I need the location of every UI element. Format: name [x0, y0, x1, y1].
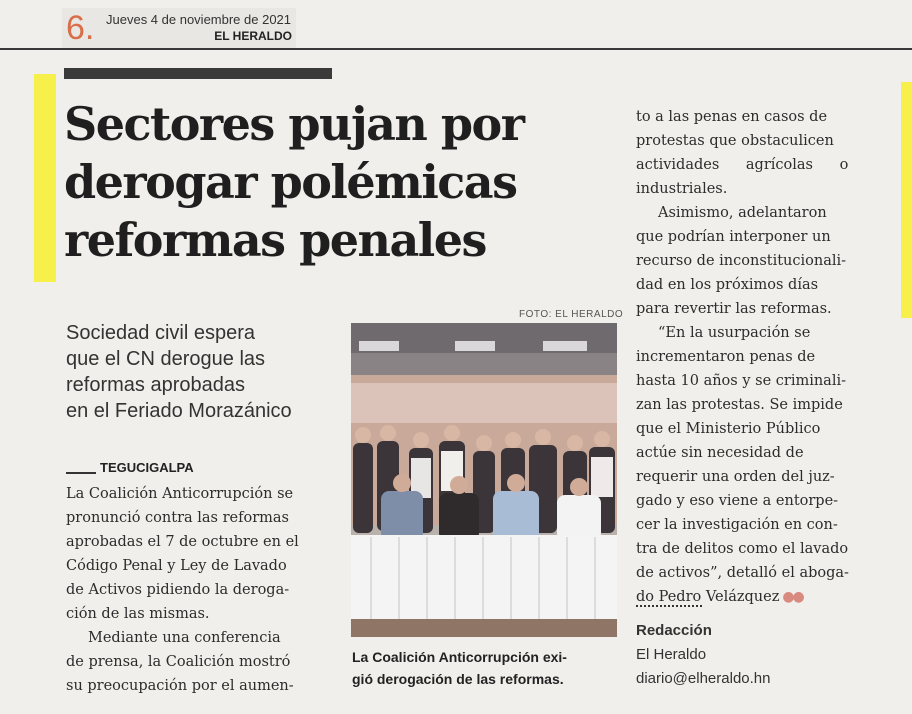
highlighter-mark-left — [34, 74, 56, 282]
byline-name: Redacción — [636, 622, 712, 639]
body-line: dad en los próximos días — [636, 277, 819, 293]
body-line: gado y eso viene a entorpe- — [636, 493, 839, 509]
body-line: tra de delitos como el lavado — [636, 541, 849, 557]
body-line: La Coalición Anticorrupción se — [66, 486, 294, 502]
caption-line: gió derogación de las reformas. — [352, 671, 564, 687]
article-column-2 — [636, 105, 886, 609]
signature-separator — [636, 605, 702, 607]
body-line: su preocupación por el aumen- — [66, 678, 294, 694]
byline-email[interactable]: diario@elheraldo.hn — [636, 670, 771, 687]
body-line: para revertir las reformas. — [636, 301, 832, 317]
body-line: de prensa, la Coalición mostró — [66, 654, 291, 670]
press-conference-photo — [351, 323, 617, 637]
photo-illustration — [351, 323, 617, 637]
body-line: pronunció contra las reformas — [66, 510, 289, 526]
highlighter-mark-right — [901, 82, 912, 318]
body-line: recurso de inconstitucionali- — [636, 253, 847, 269]
byline-paper: El Heraldo — [636, 646, 707, 663]
body-line: Mediante una conferencia — [88, 630, 281, 646]
body-line: hasta 10 años y se criminali- — [636, 373, 846, 389]
dateline-rule — [66, 472, 96, 474]
body-line: Código Penal y Ley de Lavado — [66, 558, 287, 574]
issue-date: Jueves 4 de noviembre de 2021 — [106, 12, 292, 27]
newspaper-name: EL HERALDO — [214, 29, 292, 43]
headline-line: derogar polémicas — [64, 155, 517, 209]
body-line: de activos”, detalló el aboga- — [636, 565, 849, 581]
subheadline — [66, 320, 336, 424]
body-line: que el Ministerio Público — [636, 421, 821, 437]
page-number: 6. — [66, 9, 95, 47]
photo-caption — [352, 646, 618, 690]
subhead-line: que el CN derogue las — [66, 348, 266, 370]
body-line: que podrían interponer un — [636, 229, 831, 245]
photo-credit: FOTO: EL HERALDO — [519, 309, 624, 320]
body-line: protestas que obstaculicen — [636, 133, 834, 149]
body-line: industriales. — [636, 181, 728, 197]
dateline: TEGUCIGALPA — [100, 460, 194, 475]
body-line: do Pedro Velázquez — [636, 589, 780, 605]
body-line: Asimismo, adelantaron — [658, 205, 827, 221]
body-line: requerir una orden del juz- — [636, 469, 835, 485]
headline-bar — [64, 68, 332, 79]
caption-line: La Coalición Anticorrupción exi- — [352, 649, 567, 665]
body-line: actividades agrícolas o — [636, 157, 849, 173]
subhead-line: reformas aprobadas — [66, 374, 245, 396]
body-line: actúe sin necesidad de — [636, 445, 804, 461]
body-line: aprobadas el 7 de octubre en el — [66, 534, 299, 550]
subhead-line: Sociedad civil espera — [66, 322, 255, 344]
headline — [64, 95, 614, 269]
header-rule — [0, 48, 912, 50]
body-line: de Activos pidiendo la deroga- — [66, 582, 290, 598]
headline-line: reformas penales — [64, 213, 486, 267]
body-line: to a las penas en casos de — [636, 109, 828, 125]
subhead-line: en el Feriado Morazánico — [66, 400, 292, 422]
headline-line: Sectores pujan por — [64, 97, 524, 151]
body-line: “En la usurpación se — [658, 325, 811, 341]
end-of-article-mark: ●● — [782, 589, 803, 605]
body-line: zan las protestas. Se impide — [636, 397, 843, 413]
body-line: cer la investigación en con- — [636, 517, 838, 533]
article-column-1 — [66, 482, 336, 698]
body-line: ción de las mismas. — [66, 606, 210, 622]
body-line: incrementaron penas de — [636, 349, 816, 365]
